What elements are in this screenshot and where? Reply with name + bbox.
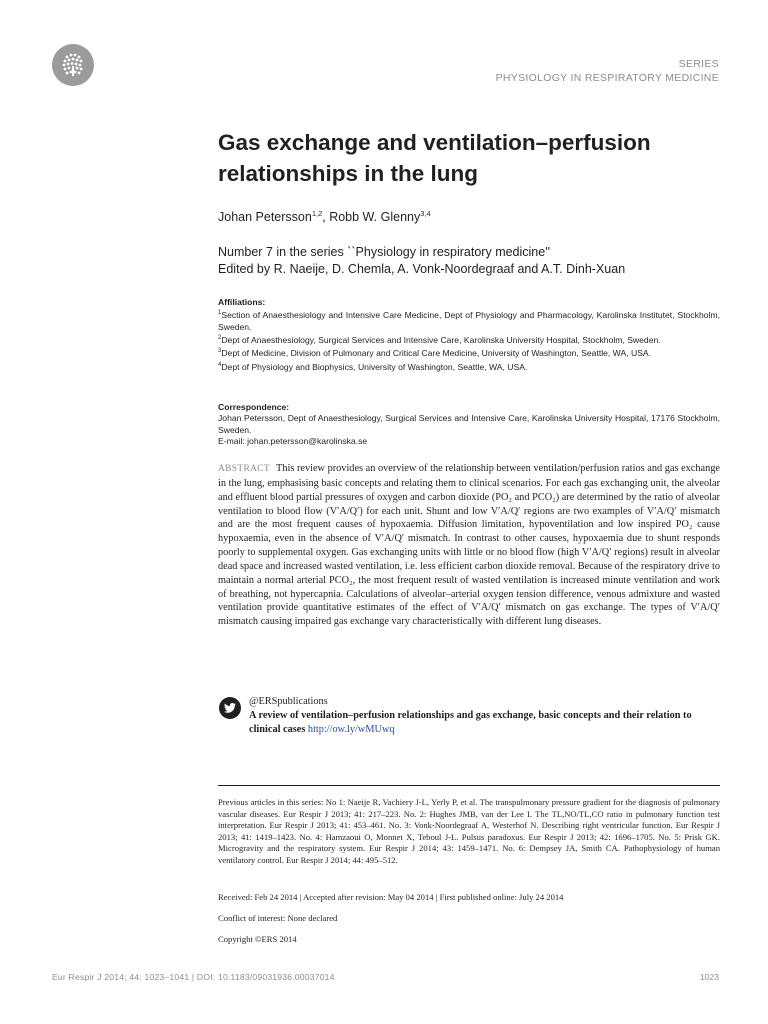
tweet-text — [249, 709, 724, 737]
author-affiliation-ref: 3,4 — [420, 209, 431, 218]
affiliation-number: 1 — [218, 310, 222, 317]
affiliation-number: 3 — [218, 348, 222, 355]
author-affiliation-ref: 1,2 — [311, 209, 323, 218]
series-label: SERIES — [678, 58, 719, 70]
author-list — [218, 209, 431, 224]
affiliation-item — [218, 360, 720, 373]
affiliations — [218, 297, 720, 373]
series-header — [496, 57, 719, 85]
previous-articles: Previous articles in this series: No 1: Naeije R, Vachiery J-L, Yerly P, et al. The transpulmonary pressure gradient for the diagnosis of pulmonary vascular diseases. Eur Respir J 2013; 41: 217–223. No. 2: Hughes JMB, van der Lee I. The TL,NO/TL,CO ratio in pulmonary function test interpretation. Eur Respir J 2013; 41: 453–461. No. 3: Vonk-Noordegraaf A, Westerhof N. Describing right ventricular function. Eur Respir J 2013; 41: 1419–1423. No. 4: Hamzaoui O, Monnet X, Teboul J-L. Pulsus paradoxus. Eur Respir J 2013; 42: 1696–1705. No. 5: Prisk GK. Microgravity and the respiratory system. Eur Respir J 2014; 43: 1459–1471. No. 6: Dempsey JA, Smith CA. Pathophysiology of human ventilatory control. Eur Respir J 2014; 44: 495–512. — [218, 797, 720, 865]
affiliations-heading: Affiliations: — [218, 297, 266, 307]
footer-citation: Eur Respir J 2014; 44: 1023–1041 | DOI: 10.1183/09031936.00037014 — [52, 972, 335, 982]
author-name: Johan Petersson — [218, 210, 312, 225]
divider — [218, 785, 720, 786]
author-separator: , — [322, 210, 330, 225]
tweet-message: A review of ventilation–perfusion relationships and gas exchange, basic concepts and their relation to clinical cases — [249, 710, 692, 735]
series-editors: Edited by R. Naeije, D. Chemla, A. Vonk-Noordegraaf and A.T. Dinh-Xuan — [218, 262, 626, 276]
tweet-box — [249, 695, 724, 737]
abstract-text: This review provides an overview of the relationship between ventilation/perfusion ratios and gas exchange in the lung, emphasising basic concepts and relating them to clinical scenarios. For each gas exchanging unit, the alveolar and effluent blood partial pressures of oxygen and carbon dioxide (PO₂ and PCO₂) are determined by the ratio of alveolar ventilation to blood flow (V′A/Q′) for each unit. Shunt and low V′A/Q′ regions are two examples of V′A/Q′ mismatch and are the most frequent causes of hypoxaemia. Diffusion limitation, hypoventilation and low inspired PO₂ cause hypoxaemia, even in the absence of V′A/Q′ mismatch. In contrast to other causes, hypoxaemia due to shunt responds poorly to supplemental oxygen. Gas exchanging units with little or no blood flow (high V′A/Q′ regions) result in alveolar dead space and increased wasted ventilation, i.e. less efficient carbon dioxide removal. Because of the respiratory drive to maintain a normal arterial PCO₂, the most frequent result of wasted ventilation is increased minute ventilation and work of breathing, not hypercapnia. Calculations of alveolar–arterial oxygen tension difference, venous admixture and wasted ventilation provide quantitative estimates of the effect of V′A/Q′ mismatch on gas exchange. The types of V′A/Q′ mismatch causing impaired gas exchange vary characteristically with different lung diseases. — [218, 463, 720, 628]
correspondence-email[interactable]: E-mail: johan.petersson@karolinska.se — [218, 436, 368, 447]
affiliation-text: Dept of Anaesthesiology, Surgical Services and Intensive Care, Karolinska University Hospital, Stockholm, Sweden. — [221, 334, 661, 345]
affiliation-text: Dept of Medicine, Division of Pulmonary and Critical Care Medicine, University of Washington, Seattle, WA, USA. — [221, 348, 652, 359]
tweet-handle[interactable]: @ERSpublications — [249, 696, 328, 707]
conflict-of-interest: Conflict of interest: None declared — [218, 913, 338, 923]
series-name: PHYSIOLOGY IN RESPIRATORY MEDICINE — [495, 72, 719, 84]
page-number: 1023 — [699, 972, 719, 982]
affiliation-item — [218, 346, 720, 359]
affiliation-text: Dept of Physiology and Biophysics, University of Washington, Seattle, WA, USA. — [221, 361, 528, 372]
twitter-bird-icon — [219, 697, 241, 719]
affiliation-number: 4 — [218, 361, 222, 368]
article-title: Gas exchange and ventilation–perfusion relationships in the lung — [218, 130, 651, 186]
ers-logo — [52, 44, 94, 86]
affiliation-text: Section of Anaesthesiology and Intensive Care Medicine, Dept of Physiology and Pharmacology, Karolinska Institutet, Stockholm, Sweden. — [218, 310, 720, 332]
series-info — [218, 244, 738, 278]
affiliation-number: 2 — [218, 335, 222, 342]
correspondence-heading: Correspondence: — [218, 402, 290, 412]
abstract-label: ABSTRACT — [218, 464, 271, 474]
tweet-link[interactable]: http://ow.ly/wMUwq — [307, 724, 395, 735]
affiliation-item — [218, 308, 720, 333]
correspondence — [218, 402, 720, 448]
copyright: Copyright ©ERS 2014 — [218, 934, 297, 944]
received-dates: Received: Feb 24 2014 | Accepted after revision: May 04 2014 | First published online: July 24 2014 — [218, 892, 564, 902]
abstract — [218, 462, 720, 629]
correspondence-address: Johan Petersson, Dept of Anaesthesiology, Surgical Services and Intensive Care, Karolinska University Hospital, 17176 Stockholm, Sweden. — [218, 413, 720, 435]
author-name: Robb W. Glenny — [329, 210, 421, 225]
series-number: Number 7 in the series ``Physiology in respiratory medicine'' — [218, 245, 550, 259]
affiliation-item — [218, 333, 720, 346]
